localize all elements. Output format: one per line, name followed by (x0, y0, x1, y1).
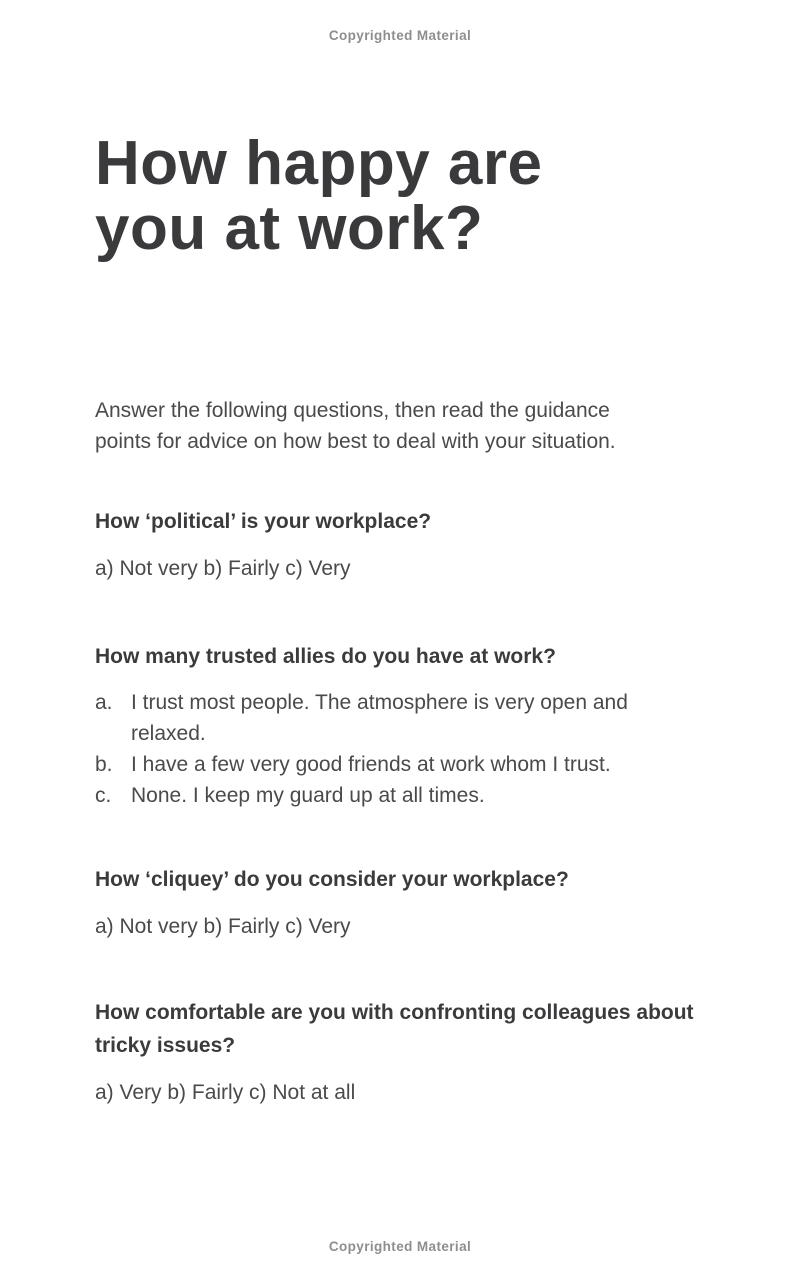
question-block-confronting (95, 996, 720, 1108)
option-marker-c: c. (95, 784, 112, 807)
copyright-notice-bottom: Copyrighted Material (328, 1239, 472, 1254)
page-title-line-1: How happy are (95, 129, 543, 198)
page-content (95, 0, 720, 1108)
question-heading-trusted-allies: How many trusted allies do you have at work? (95, 645, 556, 668)
answer-options-cliquey: a) Not very b) Fairly c) Very (95, 915, 351, 938)
option-text-b: I have a few very good friends at work whom I trust. (131, 753, 611, 776)
intro-paragraph: Answer the following questions, then read the guidance points for advice on how best to deal with your situation. (95, 399, 616, 453)
answer-option-list (95, 687, 653, 811)
option-text-a: I trust most people. The atmosphere is very open and relaxed. (131, 691, 628, 745)
question-block-political (95, 505, 720, 584)
option-marker-b: b. (95, 753, 113, 776)
page-title (95, 131, 720, 261)
page-title-line-2: you at work? (95, 194, 484, 263)
option-marker-a: a. (95, 691, 113, 714)
question-heading-confronting: How comfortable are you with confronting colleagues about tricky issues? (95, 1001, 694, 1057)
question-block-cliquey (95, 863, 720, 942)
question-block-trusted-allies (95, 640, 720, 811)
question-heading-political: How ‘political’ is your workplace? (95, 510, 432, 533)
question-heading-cliquey: How ‘cliquey’ do you consider your workplace? (95, 868, 569, 891)
answer-option-b (95, 749, 653, 780)
answer-options-confronting: a) Very b) Fairly c) Not at all (95, 1081, 356, 1104)
copyright-notice-top: Copyrighted Material (328, 28, 472, 43)
answer-option-c (95, 780, 653, 811)
option-text-c: None. I keep my guard up at all times. (131, 784, 485, 807)
answer-option-a (95, 687, 653, 749)
answer-options-political: a) Not very b) Fairly c) Very (95, 557, 351, 580)
